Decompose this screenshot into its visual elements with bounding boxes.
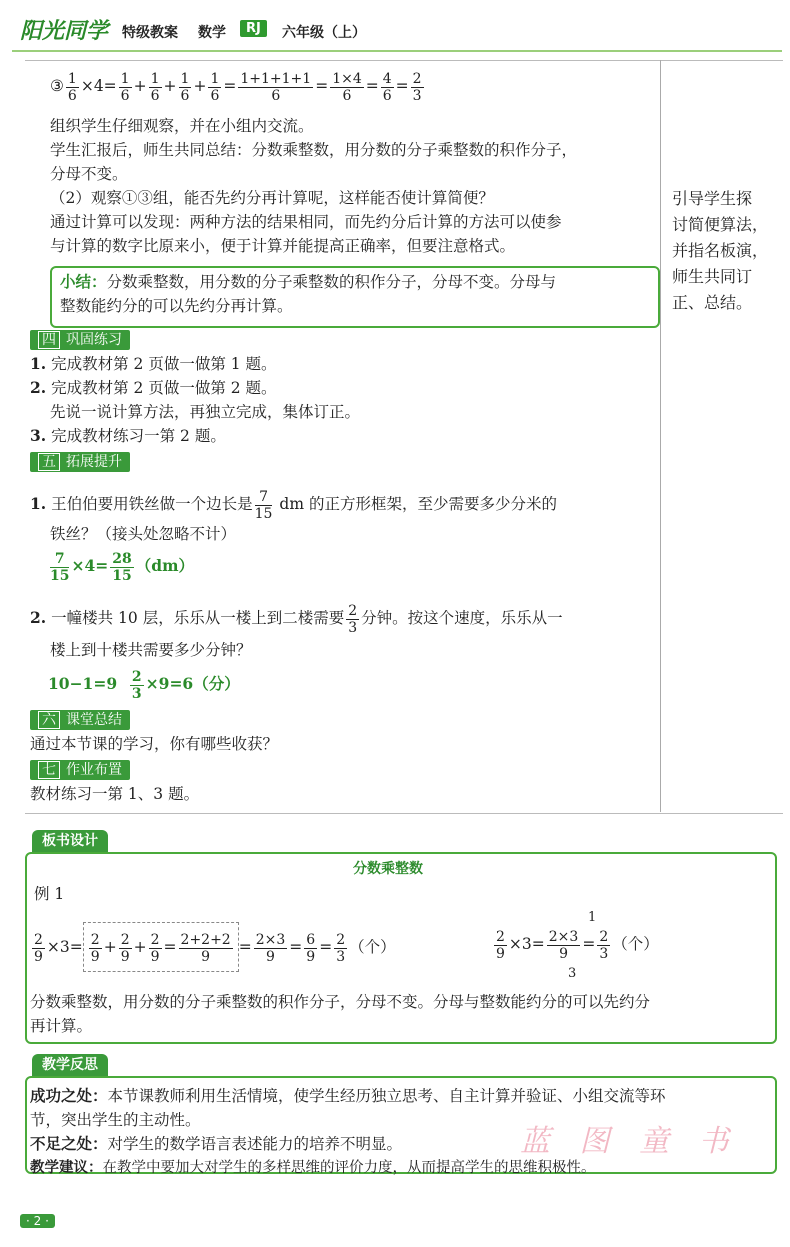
- body-line-6: 与计算的数字比原来小，便于计算并能提高正确率，但要注意格式。: [50, 237, 516, 255]
- sec4-item-1: 1. 完成教材第 2 页做一做第 1 题。: [30, 354, 277, 373]
- header-divider: [12, 50, 782, 52]
- body-line-1: 组织学生仔细观察，并在小组内交流。: [50, 117, 314, 135]
- side-note: 引导学生探 讨简便算法， 并指名板演， 师生共同订 正、总结。: [672, 189, 769, 312]
- reflection-tag: 教学反思: [32, 1054, 108, 1076]
- grade-title: 六年级（上）: [282, 25, 366, 41]
- reflection-weakness: 不足之处：对学生的数学语言表述能力的培养不明显。: [30, 1134, 403, 1153]
- summary-text-1: 分数乘整数，用分数的分子乘整数的积作分子，分母不变。分母与: [106, 273, 557, 291]
- subject-title: 数学: [198, 25, 226, 41]
- section-6-header: 六 课堂总结: [30, 710, 130, 730]
- watermark-stamp: 蓝 图 童 书: [520, 1124, 739, 1159]
- summary-label: 小结：: [60, 272, 107, 291]
- body-line-4: （2）观察①③组，能否先约分再计算呢，这样能否使计算简便？: [50, 189, 494, 207]
- body-line-5: 通过计算可以发现：两种方法的结果相同，而先约分后计算的方法可以使参: [50, 213, 562, 231]
- sec7-text: 教材练习一第 1、3 题。: [30, 785, 200, 803]
- sec5-question-2: 2. 一幢楼共 10 层，乐乐从一楼上到二楼需要 $\frac{2}{3}$ 分钟。按这个速度，乐乐从一: [30, 602, 563, 636]
- section-4-header: 四 巩固练习: [30, 330, 130, 350]
- body-line-2: 学生汇报后，师生共同总结：分数乘整数，用分数的分子乘整数的积作分子，: [50, 141, 578, 159]
- board-cancel-bottom: 3: [568, 966, 577, 981]
- summary-text-2: 整数能约分的可以先约分再计算。: [60, 297, 293, 315]
- section-7-header: 七 作业布置: [30, 760, 130, 780]
- reflection-success: 成功之处：本节课教师利用生活情境，使学生经历独立思考、自主计算并验证、小组交流等环: [30, 1086, 666, 1105]
- sec4-item-2-note: 先说一说计算方法，再独立完成，集体订正。: [50, 403, 361, 421]
- board-rule-2: 再计算。: [30, 1017, 93, 1035]
- brand-logo: 阳光同学: [20, 18, 109, 44]
- body-line-3: 分母不变。: [50, 165, 128, 183]
- sec6-text: 通过本节课的学习，你有哪些收获？: [30, 735, 279, 753]
- sec5-question-1: 1. 王伯伯要用铁丝做一个边长是 $\frac{7}{15}$ dm 的正方形框架，至少需要多少分米的: [30, 488, 557, 522]
- board-equation-2: $\frac{2}{9}$ ×3= $\frac{2\times 3}{9}$ = $\frac{2}{3}$ （个）: [496, 928, 659, 962]
- reflection-advice: 教学建议：在教学中要加大对学生的多样思维的评价力度，从而提高学生的思维积极性。: [30, 1159, 596, 1176]
- calc-line-3: ③ $\frac{1}{6}$ ×4= $\frac{1}{6}$ + $\frac{1}{6}$ + $\frac{1}{6}$ + $\frac{1}{6}$ = $\frac{1+1+1+1}{6}$ = $\frac{1\times 4}{6}$ = $\frac{4}{6}$ = $\frac{2}{3}$: [50, 70, 422, 104]
- sec5-answer-2: 10−1=9 $\frac{2}{3}$ ×9=6（分）: [48, 668, 240, 702]
- series-title: 特级教案: [122, 25, 178, 41]
- board-rule-1: 分数乘整数，用分数的分子乘整数的积作分子，分母不变。分母与整数能约分的可以先约分: [30, 993, 651, 1011]
- column-divider: [660, 60, 661, 812]
- section-5-header: 五 拓展提升: [30, 452, 130, 472]
- board-title: 分数乘整数: [353, 861, 423, 877]
- board-equation-1: $\frac{2}{9}$ ×3= $\frac{2}{9}$ + $\frac{2}{9}$ + $\frac{2}{9}$ = $\frac{2+2+2}{9}$ = $\frac{2\times 3}{9}$ = $\frac{6}{9}$ = $\frac{2}{3}$ （个）: [30, 922, 396, 966]
- sec5-answer-1: $\frac{7}{15}$ ×4= $\frac{28}{15}$ （dm）: [50, 550, 194, 584]
- sec5-question-1-cont: 铁丝？（接头处忽略不计）: [50, 525, 237, 543]
- sec4-item-2: 2. 完成教材第 2 页做一做第 2 题。: [30, 378, 277, 397]
- summary-box: [50, 266, 660, 328]
- sec5-question-2-cont: 楼上到十楼共需要多少分钟？: [50, 641, 252, 659]
- board-cancel-top: 1: [588, 910, 597, 925]
- board-tag: 板书设计: [32, 830, 108, 852]
- sec4-item-3: 3. 完成教材练习一第 2 题。: [30, 426, 226, 445]
- reflection-success-cont: 节，突出学生的主动性。: [30, 1111, 201, 1129]
- board-dashed-box: $\frac{2}{9}$ + $\frac{2}{9}$ + $\frac{2}{9}$ = $\frac{2+2+2}{9}$: [83, 922, 239, 972]
- board-example-label: 例 1: [34, 885, 65, 903]
- edition-badge: RJ: [240, 20, 267, 37]
- page-number: · 2 ·: [20, 1214, 55, 1228]
